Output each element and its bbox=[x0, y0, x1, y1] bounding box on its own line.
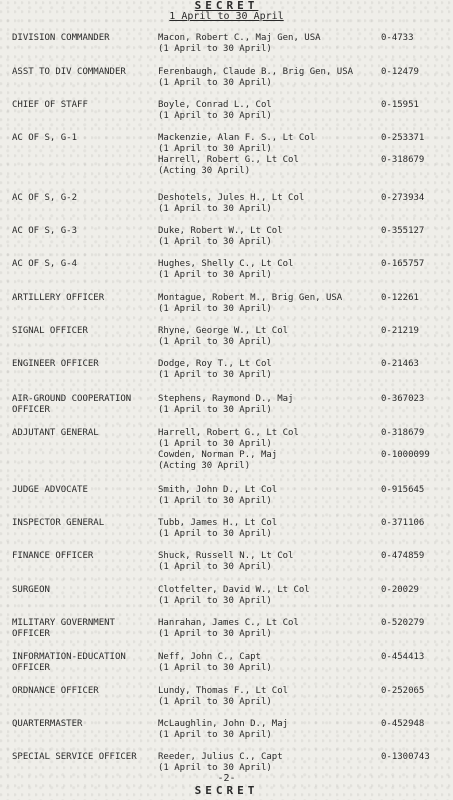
serial-numbers bbox=[381, 652, 451, 663]
serial-numbers bbox=[381, 326, 451, 337]
service-period: (1 April to 30 April) bbox=[158, 370, 272, 380]
office-title: ORDNANCE OFFICER bbox=[12, 686, 99, 696]
serial-number: 0-520279 bbox=[381, 618, 425, 628]
serial-number: 0-355127 bbox=[381, 226, 425, 236]
classification-bottom: SECRET bbox=[194, 784, 259, 797]
serial-number: 0-15951 bbox=[381, 100, 419, 110]
officer-names bbox=[158, 551, 378, 573]
serial-number: 0-1000099 bbox=[381, 450, 430, 460]
serial-number: 0-318679 bbox=[381, 155, 425, 165]
service-period: (1 April to 30 April) bbox=[158, 730, 272, 740]
service-period: (1 April to 30 April) bbox=[158, 439, 272, 449]
officer-names bbox=[158, 686, 378, 708]
officer-names bbox=[158, 67, 378, 89]
service-period: (1 April to 30 April) bbox=[158, 496, 272, 506]
serial-number: 0-253371 bbox=[381, 133, 425, 143]
officer-name: Smith, John D., Lt Col bbox=[158, 485, 278, 495]
serial-numbers bbox=[381, 259, 451, 270]
officer-name: Shuck, Russell N., Lt Col bbox=[158, 551, 294, 561]
serial-number: 0-12479 bbox=[381, 67, 419, 77]
officer-name: McLaughlin, John D., Maj bbox=[158, 719, 289, 729]
office-title: AIR-GROUND COOPERATION OFFICER bbox=[12, 394, 132, 415]
service-period: (1 April to 30 April) bbox=[158, 304, 272, 314]
officer-name: Cowden, Norman P., Maj bbox=[158, 450, 278, 460]
officer-names bbox=[158, 585, 378, 607]
office-title: INFORMATION-EDUCATION OFFICER bbox=[12, 652, 126, 673]
serial-number: 0-12261 bbox=[381, 293, 419, 303]
officer-name: Reeder, Julius C., Capt bbox=[158, 752, 283, 762]
officer-names bbox=[158, 652, 378, 674]
serial-numbers bbox=[381, 33, 451, 44]
service-period: (1 April to 30 April) bbox=[158, 111, 272, 121]
officer-name: Rhyne, George W., Lt Col bbox=[158, 326, 289, 336]
officer-name: Hanrahan, James C., Lt Col bbox=[158, 618, 299, 628]
officer-names bbox=[158, 485, 378, 507]
page-number: -2- bbox=[217, 773, 236, 784]
office-title: SPECIAL SERVICE OFFICER bbox=[12, 752, 137, 762]
service-period: (1 April to 30 April) bbox=[158, 337, 272, 347]
office-title: ASST TO DIV COMMANDER bbox=[12, 67, 126, 77]
report-period: 1 April to 30 April bbox=[169, 11, 284, 22]
officer-name: Stephens, Raymond D., Maj bbox=[158, 394, 294, 404]
serial-numbers bbox=[381, 686, 451, 697]
document-header bbox=[0, 0, 453, 22]
officer-names bbox=[158, 428, 378, 472]
serial-number: 0-454413 bbox=[381, 652, 425, 662]
officer-name: Macon, Robert C., Maj Gen, USA bbox=[158, 33, 321, 43]
serial-number: 0-371106 bbox=[381, 518, 425, 528]
serial-numbers bbox=[381, 133, 451, 166]
service-period: (1 April to 30 April) bbox=[158, 763, 272, 773]
office-title: QUARTERMASTER bbox=[12, 719, 83, 729]
serial-number: 0-273934 bbox=[381, 193, 425, 203]
service-period: (1 April to 30 April) bbox=[158, 78, 272, 88]
serial-number: 0-367023 bbox=[381, 394, 425, 404]
office-title: CHIEF OF STAFF bbox=[12, 100, 88, 110]
serial-number: 0-21463 bbox=[381, 359, 419, 369]
officer-name: Ferenbaugh, Claude B., Brig Gen, USA bbox=[158, 67, 354, 77]
serial-numbers bbox=[381, 752, 451, 763]
officer-name: Lundy, Thomas F., Lt Col bbox=[158, 686, 289, 696]
serial-number: 0-474859 bbox=[381, 551, 425, 561]
office-title: AC OF S, G-2 bbox=[12, 193, 78, 203]
officer-names bbox=[158, 133, 378, 177]
service-period: (1 April to 30 April) bbox=[158, 144, 272, 154]
officer-name: Neff, John C., Capt bbox=[158, 652, 261, 662]
serial-number: 0-20029 bbox=[381, 585, 419, 595]
office-title: SIGNAL OFFICER bbox=[12, 326, 88, 336]
officer-names bbox=[158, 293, 378, 315]
serial-number: 0-21219 bbox=[381, 326, 419, 336]
officer-name: Dodge, Roy T., Lt Col bbox=[158, 359, 272, 369]
officer-names bbox=[158, 719, 378, 741]
officer-names bbox=[158, 618, 378, 640]
office-title: SURGEON bbox=[12, 585, 50, 595]
officer-name: Duke, Robert W., Lt Col bbox=[158, 226, 283, 236]
serial-number: 0-318679 bbox=[381, 428, 425, 438]
officer-names bbox=[158, 193, 378, 215]
officer-name: Harrell, Robert G., Lt Col bbox=[158, 155, 299, 165]
officer-name: Clotfelter, David W., Lt Col bbox=[158, 585, 310, 595]
serial-numbers bbox=[381, 551, 451, 562]
officer-names bbox=[158, 33, 378, 55]
office-title: AC OF S, G-1 bbox=[12, 133, 78, 143]
officer-names bbox=[158, 518, 378, 540]
serial-number: 0-165757 bbox=[381, 259, 425, 269]
serial-numbers bbox=[381, 618, 451, 629]
office-title: FINANCE OFFICER bbox=[12, 551, 94, 561]
officer-name: Mackenzie, Alan F. S., Lt Col bbox=[158, 133, 316, 143]
office-title: DIVISION COMMANDER bbox=[12, 33, 110, 43]
office-title: JUDGE ADVOCATE bbox=[12, 485, 88, 495]
officer-names bbox=[158, 100, 378, 122]
office-title: MILITARY GOVERNMENT OFFICER bbox=[12, 618, 115, 639]
officer-names bbox=[158, 394, 378, 416]
officer-name: Deshotels, Jules H., Lt Col bbox=[158, 193, 305, 203]
serial-number: 0-915645 bbox=[381, 485, 425, 495]
serial-numbers bbox=[381, 359, 451, 370]
serial-numbers bbox=[381, 100, 451, 111]
serial-number: 0-452948 bbox=[381, 719, 425, 729]
service-period: (1 April to 30 April) bbox=[158, 697, 272, 707]
office-title: ADJUTANT GENERAL bbox=[12, 428, 99, 438]
serial-numbers bbox=[381, 394, 451, 405]
serial-numbers bbox=[381, 428, 451, 461]
officer-name: Tubb, James H., Lt Col bbox=[158, 518, 278, 528]
officer-names bbox=[158, 326, 378, 348]
serial-numbers bbox=[381, 226, 451, 237]
serial-numbers bbox=[381, 193, 451, 204]
serial-number: 0-4733 bbox=[381, 33, 414, 43]
officer-names bbox=[158, 259, 378, 281]
service-period: (1 April to 30 April) bbox=[158, 629, 272, 639]
office-title: ARTILLERY OFFICER bbox=[12, 293, 105, 303]
officer-name: Hughes, Shelly C., Lt Col bbox=[158, 259, 294, 269]
service-period: (1 April to 30 April) bbox=[158, 663, 272, 673]
service-period: (1 April to 30 April) bbox=[158, 270, 272, 280]
officer-name: Boyle, Conrad L., Col bbox=[158, 100, 272, 110]
serial-numbers bbox=[381, 67, 451, 78]
service-period: (1 April to 30 April) bbox=[158, 237, 272, 247]
office-title: AC OF S, G-3 bbox=[12, 226, 78, 236]
service-period: (1 April to 30 April) bbox=[158, 529, 272, 539]
office-title: INSPECTOR GENERAL bbox=[12, 518, 105, 528]
serial-number: 0-1300743 bbox=[381, 752, 430, 762]
officer-name: Harrell, Robert G., Lt Col bbox=[158, 428, 299, 438]
service-period: (1 April to 30 April) bbox=[158, 44, 272, 54]
office-title: ENGINEER OFFICER bbox=[12, 359, 99, 369]
office-title: AC OF S, G-4 bbox=[12, 259, 78, 269]
service-period: (1 April to 30 April) bbox=[158, 596, 272, 606]
serial-number: 0-252065 bbox=[381, 686, 425, 696]
officer-names bbox=[158, 752, 378, 774]
serial-numbers bbox=[381, 485, 451, 496]
service-period: (1 April to 30 April) bbox=[158, 204, 272, 214]
service-period: (1 April to 30 April) bbox=[158, 562, 272, 572]
officer-names bbox=[158, 226, 378, 248]
officer-name: Montague, Robert M., Brig Gen, USA bbox=[158, 293, 343, 303]
service-period: (Acting 30 April) bbox=[158, 166, 251, 176]
service-period: (1 April to 30 April) bbox=[158, 405, 272, 415]
service-period: (Acting 30 April) bbox=[158, 461, 251, 471]
classification-top: SECRET bbox=[194, 0, 259, 12]
serial-numbers bbox=[381, 293, 451, 304]
serial-numbers bbox=[381, 719, 451, 730]
serial-numbers bbox=[381, 518, 451, 529]
officer-names bbox=[158, 359, 378, 381]
serial-numbers bbox=[381, 585, 451, 596]
